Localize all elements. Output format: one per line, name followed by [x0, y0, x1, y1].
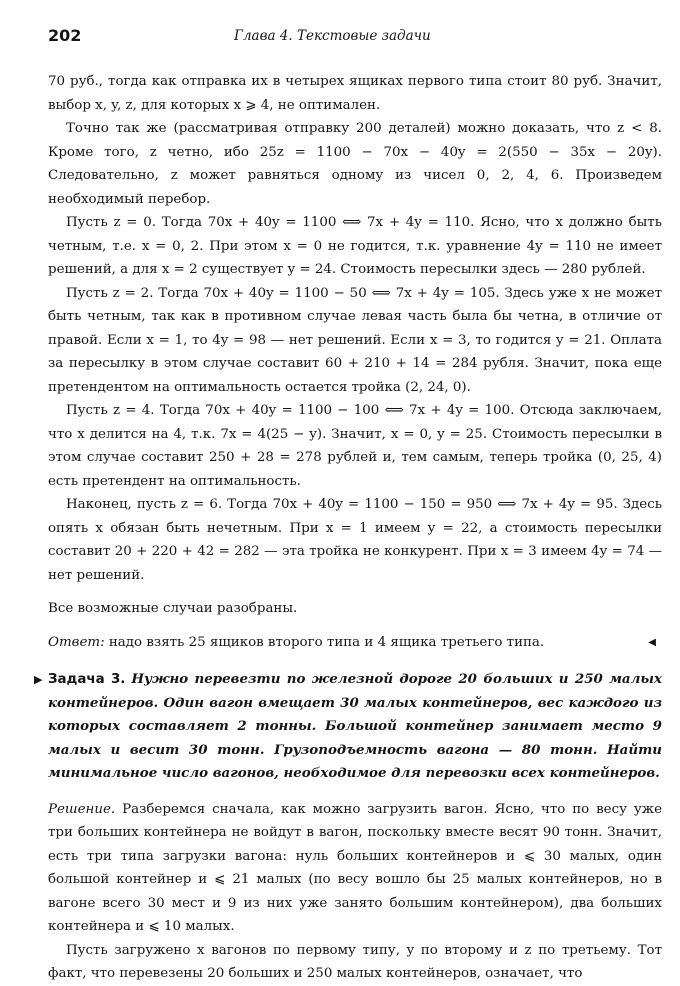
paragraph-continuation: 70 руб., тогда как отправка их в четырех ящиках первого типа стоит 80 руб. Значит, выбор x, y, z, для которых x ⩾ 4, не оптимален.	[48, 74, 662, 113]
task-marker-icon: ▶	[34, 673, 43, 686]
book-page	[34, 26, 663, 986]
solution-text: Разберемся сначала, как можно загрузить вагон. Ясно, что по весу уже три больших контейнера не войдут в вагон, поскольку вместе весят 90 тонн. Значит, есть три типа загрузки вагона: нуль больших контейнеров и ⩽ 30 малых, один большой контейнер и ⩽ 21 малых (по весу вошло бы 25 малых контейнеров, но в вагоне всего 30 мест и 9 из них уже занято большим контейнером), два больших контейнера и ⩽ 10 малых.	[48, 801, 662, 934]
running-head: Глава 4. Текстовые задачи	[234, 28, 431, 44]
task-3	[34, 668, 663, 786]
paragraph-loading-types: Пусть загружено x вагонов по первому типу, y по второму и z по третьему. Тот факт, что перевезены 20 больших и 250 малых контейнеров, означает, что	[48, 942, 662, 981]
task-statement: Нужно перевезти по железной дороге 20 больших и 250 малых контейнеров. Один вагон вмещает 30 малых контейнеров, вес каждого из которых составляет 2 тонны. Большой контейнер занимает место 9 малых и весит 30 тонн. Грузоподъемность вагона — 80 тонн. Найти минимальное число вагонов, необходимое для перевозки всех контейнеров.	[48, 671, 663, 781]
answer-line	[48, 631, 662, 655]
paragraph-z-even: Точно так же (рассматривая отправку 200 деталей) можно доказать, что z < 8. Кроме того, z четно, ибо 25z = 1100 − 70x − 40y = 2(550 − 35x − 20y). Следовательно, z может равняться одному из чисел 0, 2, 4, 6. Произведем необходимый перебор.	[48, 121, 662, 207]
answer-text: надо взять 25 ящиков второго типа и 4 ящика третьего типа.	[108, 634, 545, 650]
page-number: 202	[48, 26, 82, 45]
answer-label: Ответ:	[48, 634, 105, 650]
end-of-solution-icon: ◀	[648, 636, 656, 648]
solution-paragraph	[48, 798, 662, 939]
all-cases-note: Все возможные случаи разобраны.	[48, 601, 298, 616]
task-title: Задача 3.	[48, 672, 126, 687]
solution-label: Решение.	[48, 801, 116, 817]
page-header	[48, 26, 662, 52]
paragraph-case-z4: Пусть z = 4. Тогда 70x + 40y = 1100 − 100 ⟺ 7x + 4y = 100. Отсюда заключаем, что x делится на 4, т.к. 7x = 4(25 − y). Значит, x = 0, y = 25. Стоимость пересылки в этом случае составит 250 + 28 = 278 рублей и, тем самым, теперь тройка (0, 25, 4) есть претендент на оптимальность.	[48, 403, 662, 489]
paragraph-case-z6: Наконец, пусть z = 6. Тогда 70x + 40y = 1100 − 150 = 950 ⟺ 7x + 4y = 95. Здесь опять x обязан быть нечетным. При x = 1 имеем y = 22, а стоимость пересылки составит 20 + 220 + 42 = 282 — эта тройка не конкурент. При x = 3 имеем 4y = 74 — нет решений.	[48, 497, 662, 583]
paragraph-case-z0: Пусть z = 0. Тогда 70x + 40y = 1100 ⟺ 7x + 4y = 110. Ясно, что x должно быть четным, т.е. x = 0, 2. При этом x = 0 не годится, т.к. уравнение 4y = 110 не имеет решений, а для x = 2 существует y = 24. Стоимость пересылки здесь — 280 рублей.	[48, 215, 662, 277]
paragraph-case-z2: Пусть z = 2. Тогда 70x + 40y = 1100 − 50 ⟺ 7x + 4y = 105. Здесь уже x не может быть четным, так как в противном случае левая часть была бы четна, в отличие от правой. Если x = 1, то 4y = 98 — нет решений. Если x = 3, то годится y = 21. Оплата за пересылку в этом случае составит 60 + 210 + 14 = 284 рубля. Значит, пока еще претендентом на оптимальность остается тройка (2, 24, 0).	[48, 285, 662, 395]
